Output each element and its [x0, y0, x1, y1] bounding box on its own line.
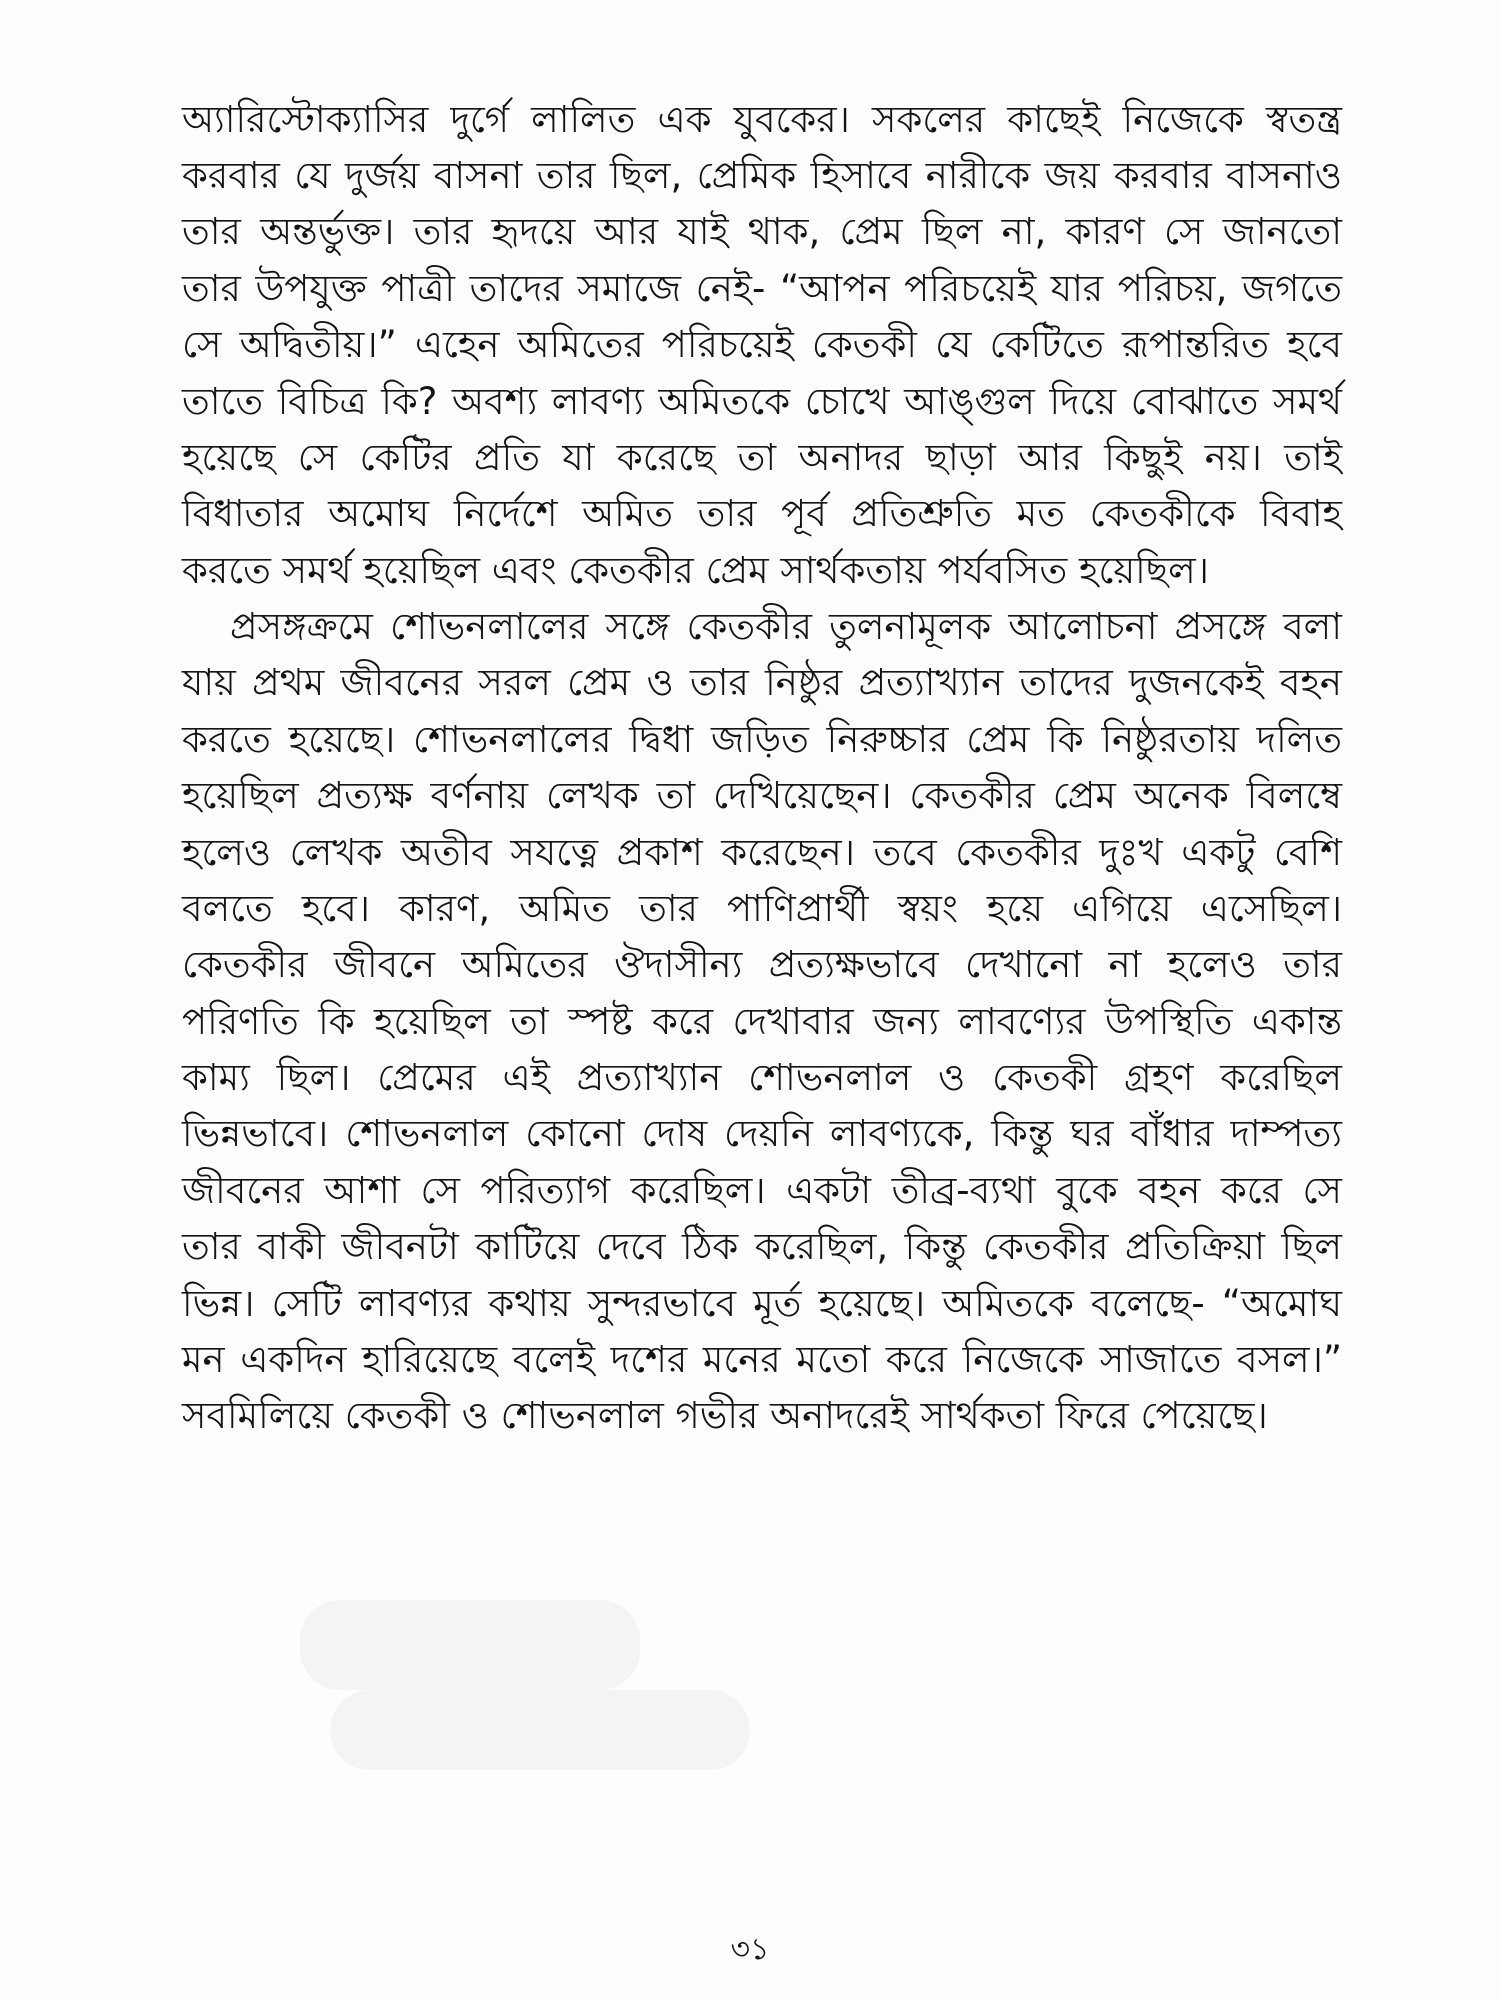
text-line: তার উপযুক্ত পাত্রী তাদের সমাজে নেই- “আপন পরিচয়েই যার পরিচয়, জগতে — [182, 267, 1342, 310]
text-line: ভিন্ন। সেটি লাবণ্যর কথায় সুন্দরভাবে মূর্ত হয়েছে। অমিতকে বলেছে- “অমোঘ — [182, 1282, 1342, 1325]
text-line: সবমিলিয়ে কেতকী ও শোভনলাল গভীর অনাদরেই সার্থকতা ফিরে পেয়েছে। — [182, 1394, 1268, 1437]
text-line: বিধাতার অমোঘ নির্দেশে অমিত তার পূর্ব প্রতিশ্রুতি মত কেতকীকে বিবাহ — [182, 492, 1342, 535]
print-smudge — [330, 1690, 750, 1770]
text-line: হয়েছিল প্রত্যক্ষ বর্ণনায় লেখক তা দেখিয়েছেন। কেতকীর প্রেম অনেক বিলম্বে — [182, 774, 1342, 817]
text-line: প্রসঙ্গক্রমে শোভনলালের সঙ্গে কেতকীর তুলনামূলক আলোচনা প্রসঙ্গে বলা — [230, 605, 1342, 648]
text-line: যায় প্রথম জীবনের সরল প্রেম ও তার নিষ্ঠুর প্রত্যাখ্যান তাদের দুজনকেই বহন — [182, 661, 1342, 704]
text-line: করতে সমর্থ হয়েছিল এবং কেতকীর প্রেম সার্থকতায় পর্যবসিত হয়েছিল। — [182, 549, 1209, 592]
text-line: করবার যে দুর্জয় বাসনা তার ছিল, প্রেমিক হিসাবে নারীকে জয় করবার বাসনাও — [182, 154, 1342, 197]
text-line: হয়েছে সে কেটির প্রতি যা করেছে তা অনাদর ছাড়া আর কিছুই নয়। তাই — [182, 436, 1342, 479]
page-number: ৩১ — [730, 1932, 770, 1967]
text-line: বলতে হবে। কারণ, অমিত তার পাণিপ্রার্থী স্বয়ং হয়ে এগিয়ে এসেছিল। — [182, 887, 1342, 930]
text-line: কেতকীর জীবনে অমিতের ঔদাসীন্য প্রত্যক্ষভাবে দেখানো না হলেও তার — [182, 943, 1342, 986]
text-line: ভিন্নভাবে। শোভনলাল কোনো দোষ দেয়নি লাবণ্যকে, কিন্তু ঘর বাঁধার দাম্পত্য — [182, 1112, 1342, 1155]
text-line: পরিণতি কি হয়েছিল তা স্পষ্ট করে দেখাবার জন্য লাবণ্যের উপস্থিতি একান্ত — [182, 1000, 1342, 1043]
text-line: মন একদিন হারিয়েছে বলেই দশের মনের মতো করে নিজেকে সাজাতে বসল।” — [182, 1338, 1342, 1381]
text-line: তার অন্তর্ভুক্ত। তার হৃদয়ে আর যাই থাক, প্রেম ছিল না, কারণ সে জানতো — [182, 210, 1342, 253]
text-line: কাম্য ছিল। প্রেমের এই প্রত্যাখ্যান শোভনলাল ও কেতকী গ্রহণ করেছিল — [182, 1056, 1342, 1099]
text-line: করতে হয়েছে। শোভনলালের দ্বিধা জড়িত নিরুচ্চার প্রেম কি নিষ্ঠুরতায় দলিত — [182, 718, 1342, 761]
text-line: তার বাকী জীবনটা কাটিয়ে দেবে ঠিক করেছিল, কিন্তু কেতকীর প্রতিক্রিয়া ছিল — [182, 1225, 1342, 1268]
text-line: হলেও লেখক অতীব সযত্নে প্রকাশ করেছেন। তবে কেতকীর দুঃখ একটু বেশি — [182, 831, 1342, 874]
text-line: জীবনের আশা সে পরিত্যাগ করেছিল। একটা তীব্র-ব্যথা বুকে বহন করে সে — [182, 1169, 1342, 1212]
print-smudge — [300, 1600, 640, 1690]
text-line: সে অদ্বিতীয়।” এহেন অমিতের পরিচয়েই কেতকী যে কেটিতে রূপান্তরিত হবে — [182, 323, 1342, 366]
text-line: অ্যারিস্টোক্যাসির দুর্গে লালিত এক যুবকের। সকলের কাছেই নিজেকে স্বতন্ত্র — [182, 98, 1342, 141]
text-line: তাতে বিচিত্র কি? অবশ্য লাবণ্য অমিতকে চোখে আঙ্গুল দিয়ে বোঝাতে সমর্থ — [182, 380, 1342, 423]
